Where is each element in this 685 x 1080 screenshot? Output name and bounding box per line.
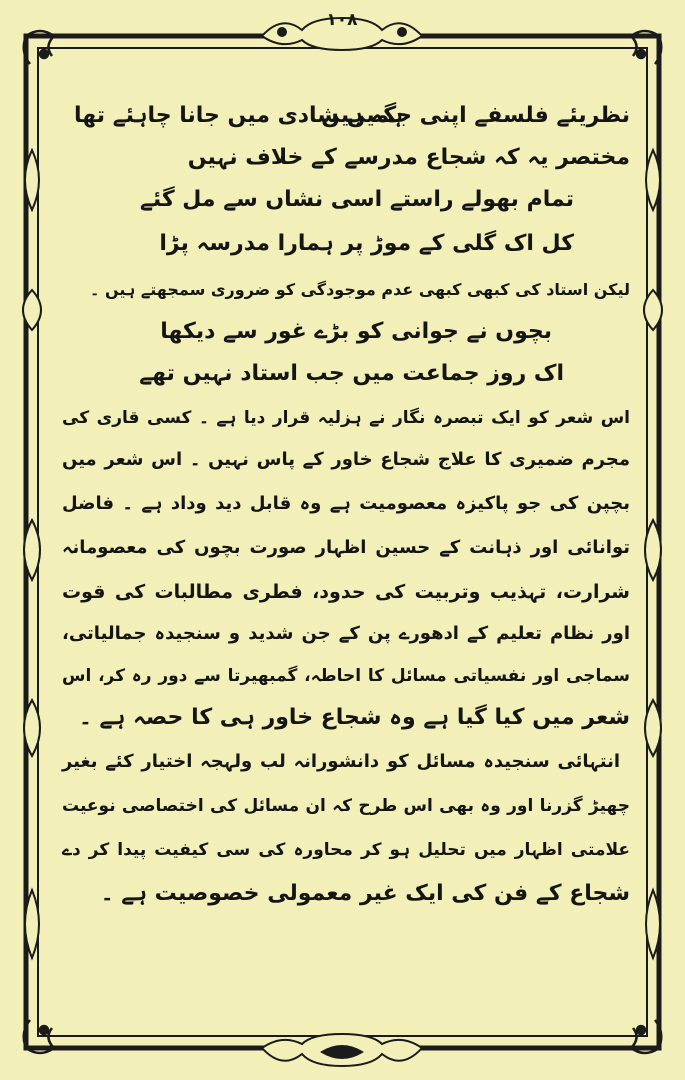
verse-line: مختصر یہ کہ شجاع مدرسے کے خلاف نہیں — [187, 145, 630, 170]
paragraph-line: چھیڑ گزرنا اور وہ بھی اس طرح کہ ان مسائل کی اختصاصی نوعیت — [62, 796, 630, 816]
paragraph-line: شرارت، تہذیب وتربیت کی حدود، فطری مطالبات کی قوت — [62, 581, 630, 603]
verse-line: تمام بھولے راستے اسی نشاں سے مل گئے — [139, 187, 574, 212]
paragraph-line: توانائی اور ذہانت کے حسین اظہار صورت بچوں کی معصومانہ — [62, 537, 630, 558]
verse-second-half: ہمیں شادی میں جانا چاہئے تھا — [74, 103, 404, 128]
paragraph-line: انتہائی سنجیدہ مسائل کو دانشورانہ لب ولہجہ اختیار کئے بغیر — [62, 751, 620, 772]
paragraph-line: شعر میں کیا گیا ہے وہ شجاع خاور ہی کا حصہ ہے ۔ — [79, 705, 630, 730]
paragraph-line: مجرم ضمیری کا علاج شجاع خاور کے پاس نہیں ۔ اس شعر میں — [62, 449, 630, 470]
paragraph-line: بچپن کی جو پاکیزہ معصومیت ہے وہ قابل دید وداد ہے ۔ فاضل — [62, 493, 630, 514]
page-number: ۱۰۸ — [326, 10, 358, 30]
paragraph-line: شجاع کے فن کی ایک غیر معمولی خصوصیت ہے ۔ — [100, 881, 630, 906]
verse-line: اک روز جماعت میں جب استاد نہیں تھے — [139, 361, 564, 386]
verse-line: کل اک گلی کے موڑ پر ہمارا مدرسہ پڑا — [159, 231, 574, 256]
verse-line: بچوں نے جوانی کو بڑے غور سے دیکھا — [160, 319, 552, 344]
verse-line: لیکن استاد کی کبھی کبھی عدم موجودگی کو ضروری سمجھتے ہیں ۔ — [90, 280, 630, 299]
page-body — [62, 96, 630, 996]
paragraph-line: سماجی اور نفسیاتی مسائل کا احاطہ، گمبھیرتا سے دور رہ کر، اس — [62, 666, 630, 686]
paragraph-line: اور نظام تعلیم کے ادھورے پن کے جن شدید و سنجیدہ جمالیاتی، — [62, 623, 630, 644]
bottom-center-ornament — [262, 1034, 422, 1066]
paragraph-line: اس شعر کو ایک تبصرہ نگار نے ہزلیہ قرار دیا ہے ۔ کسی قاری کی — [62, 408, 630, 428]
paragraph-line: علامتی اظہار میں تحلیل ہو کر محاورہ کی سی کیفیت پیدا کر دے — [62, 840, 630, 860]
verse-first-half: نظریئے فلسفے اپنی جگہ ہیں — [321, 103, 630, 128]
